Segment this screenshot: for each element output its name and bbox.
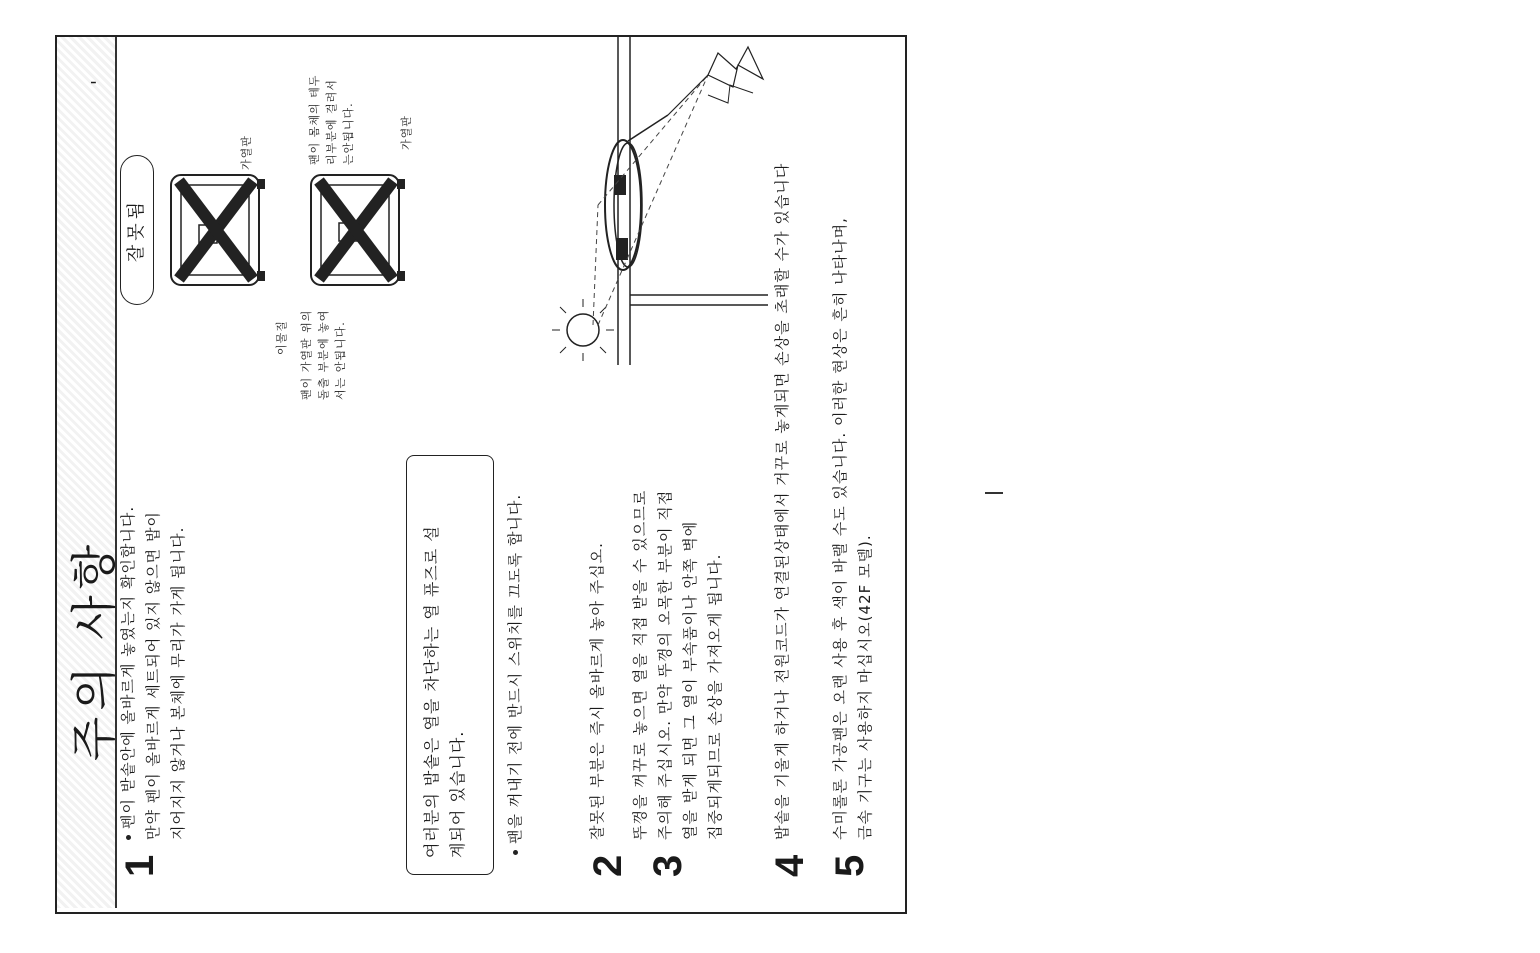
label-heater-plate-1: 가열판 [240, 135, 253, 170]
section-5-line-1: 수미롤론 가공팬은 오랜 사용 후 색이 바랠 수도 있습니다. 이러한 현상은 흔히 나타나며, [831, 217, 849, 840]
wrong-badge: 잘못됨 [120, 155, 154, 305]
bullet-dot [126, 835, 131, 840]
section-3-line-2: 주의해 주십시오. 만약 뚜껑의 오목한 부분이 직접 [656, 489, 674, 840]
pan-on-foreign-object-illustration [163, 165, 278, 305]
rotated-content [58, 38, 903, 905]
section-3-text [628, 490, 728, 840]
label-foreign-object: 이물질 [275, 320, 288, 355]
section-2-number: 2 [586, 854, 630, 877]
section-1-number: 1 [118, 854, 162, 877]
section-4-number: 4 [768, 854, 812, 877]
section-3-line-1: 뚜껑을 꺼꾸로 놓으면 열을 직접 받을 수 있으므로 [631, 489, 649, 840]
stray-mark [985, 492, 1003, 494]
section-1-line-3: 지어지지 않거나 본체에 무리가 가게 됩니다. [169, 526, 187, 840]
label-heater-plate-2: 가열판 [400, 115, 413, 150]
section-5-text [828, 217, 878, 840]
pan-on-rim-illustration [303, 165, 418, 305]
section-1-line-2: 만약 펜이 올바르게 세트되어 있지 않으면 밥이 [144, 511, 162, 840]
caption-right: 팬이 몸체의 테두 리부분에 걸려서 는안됩니다. [308, 74, 355, 165]
section-3-number: 3 [646, 854, 690, 877]
section-5-number: 5 [828, 854, 872, 877]
caption-left: 팬이 가열판 위의 돌출 부분에 놓여 서는 안됩니다. [300, 309, 347, 400]
heat-fuse-notice [406, 455, 494, 875]
section-5-line-2: 금속 기구는 사용하지 마십시오(42F 모델). [856, 534, 874, 840]
section-3-line-4: 집중되게되므로 손상을 가져오게 됩니다. [706, 553, 724, 840]
switch-off-bullet: 팬을 꺼내기 전에 반드시 스위치를 끄도록 합니다. [503, 494, 528, 855]
section-2-text: 잘못된 부분은 즉시 올바르게 놓아 주십오. [588, 542, 606, 840]
section-1-text [116, 506, 191, 840]
notice-line-2: 계되어 있습니다. [448, 730, 467, 858]
section-4-text: 밥솥을 기울게 하거나 전원코드가 연결된상태에서 거꾸로 놓게되면 손상을 초래할 수가 있습니다 [773, 162, 791, 840]
section-3-line-3: 열을 받게 되면 그 열이 부속품이나 안쪽 벽에 [681, 520, 699, 840]
section-1-line-1: 펜이 받솥안에 올바르게 놓였는지 확인합니다. [116, 506, 141, 840]
bullet-dot [513, 850, 518, 855]
title-tick: ' [88, 80, 109, 85]
notice-line-1: 여러분의 밥솥은 열을 차단하는 열 퓨즈로 설 [422, 525, 441, 858]
page-title: 주의 사항 [67, 538, 121, 762]
lid-heat-illustration [558, 45, 768, 365]
